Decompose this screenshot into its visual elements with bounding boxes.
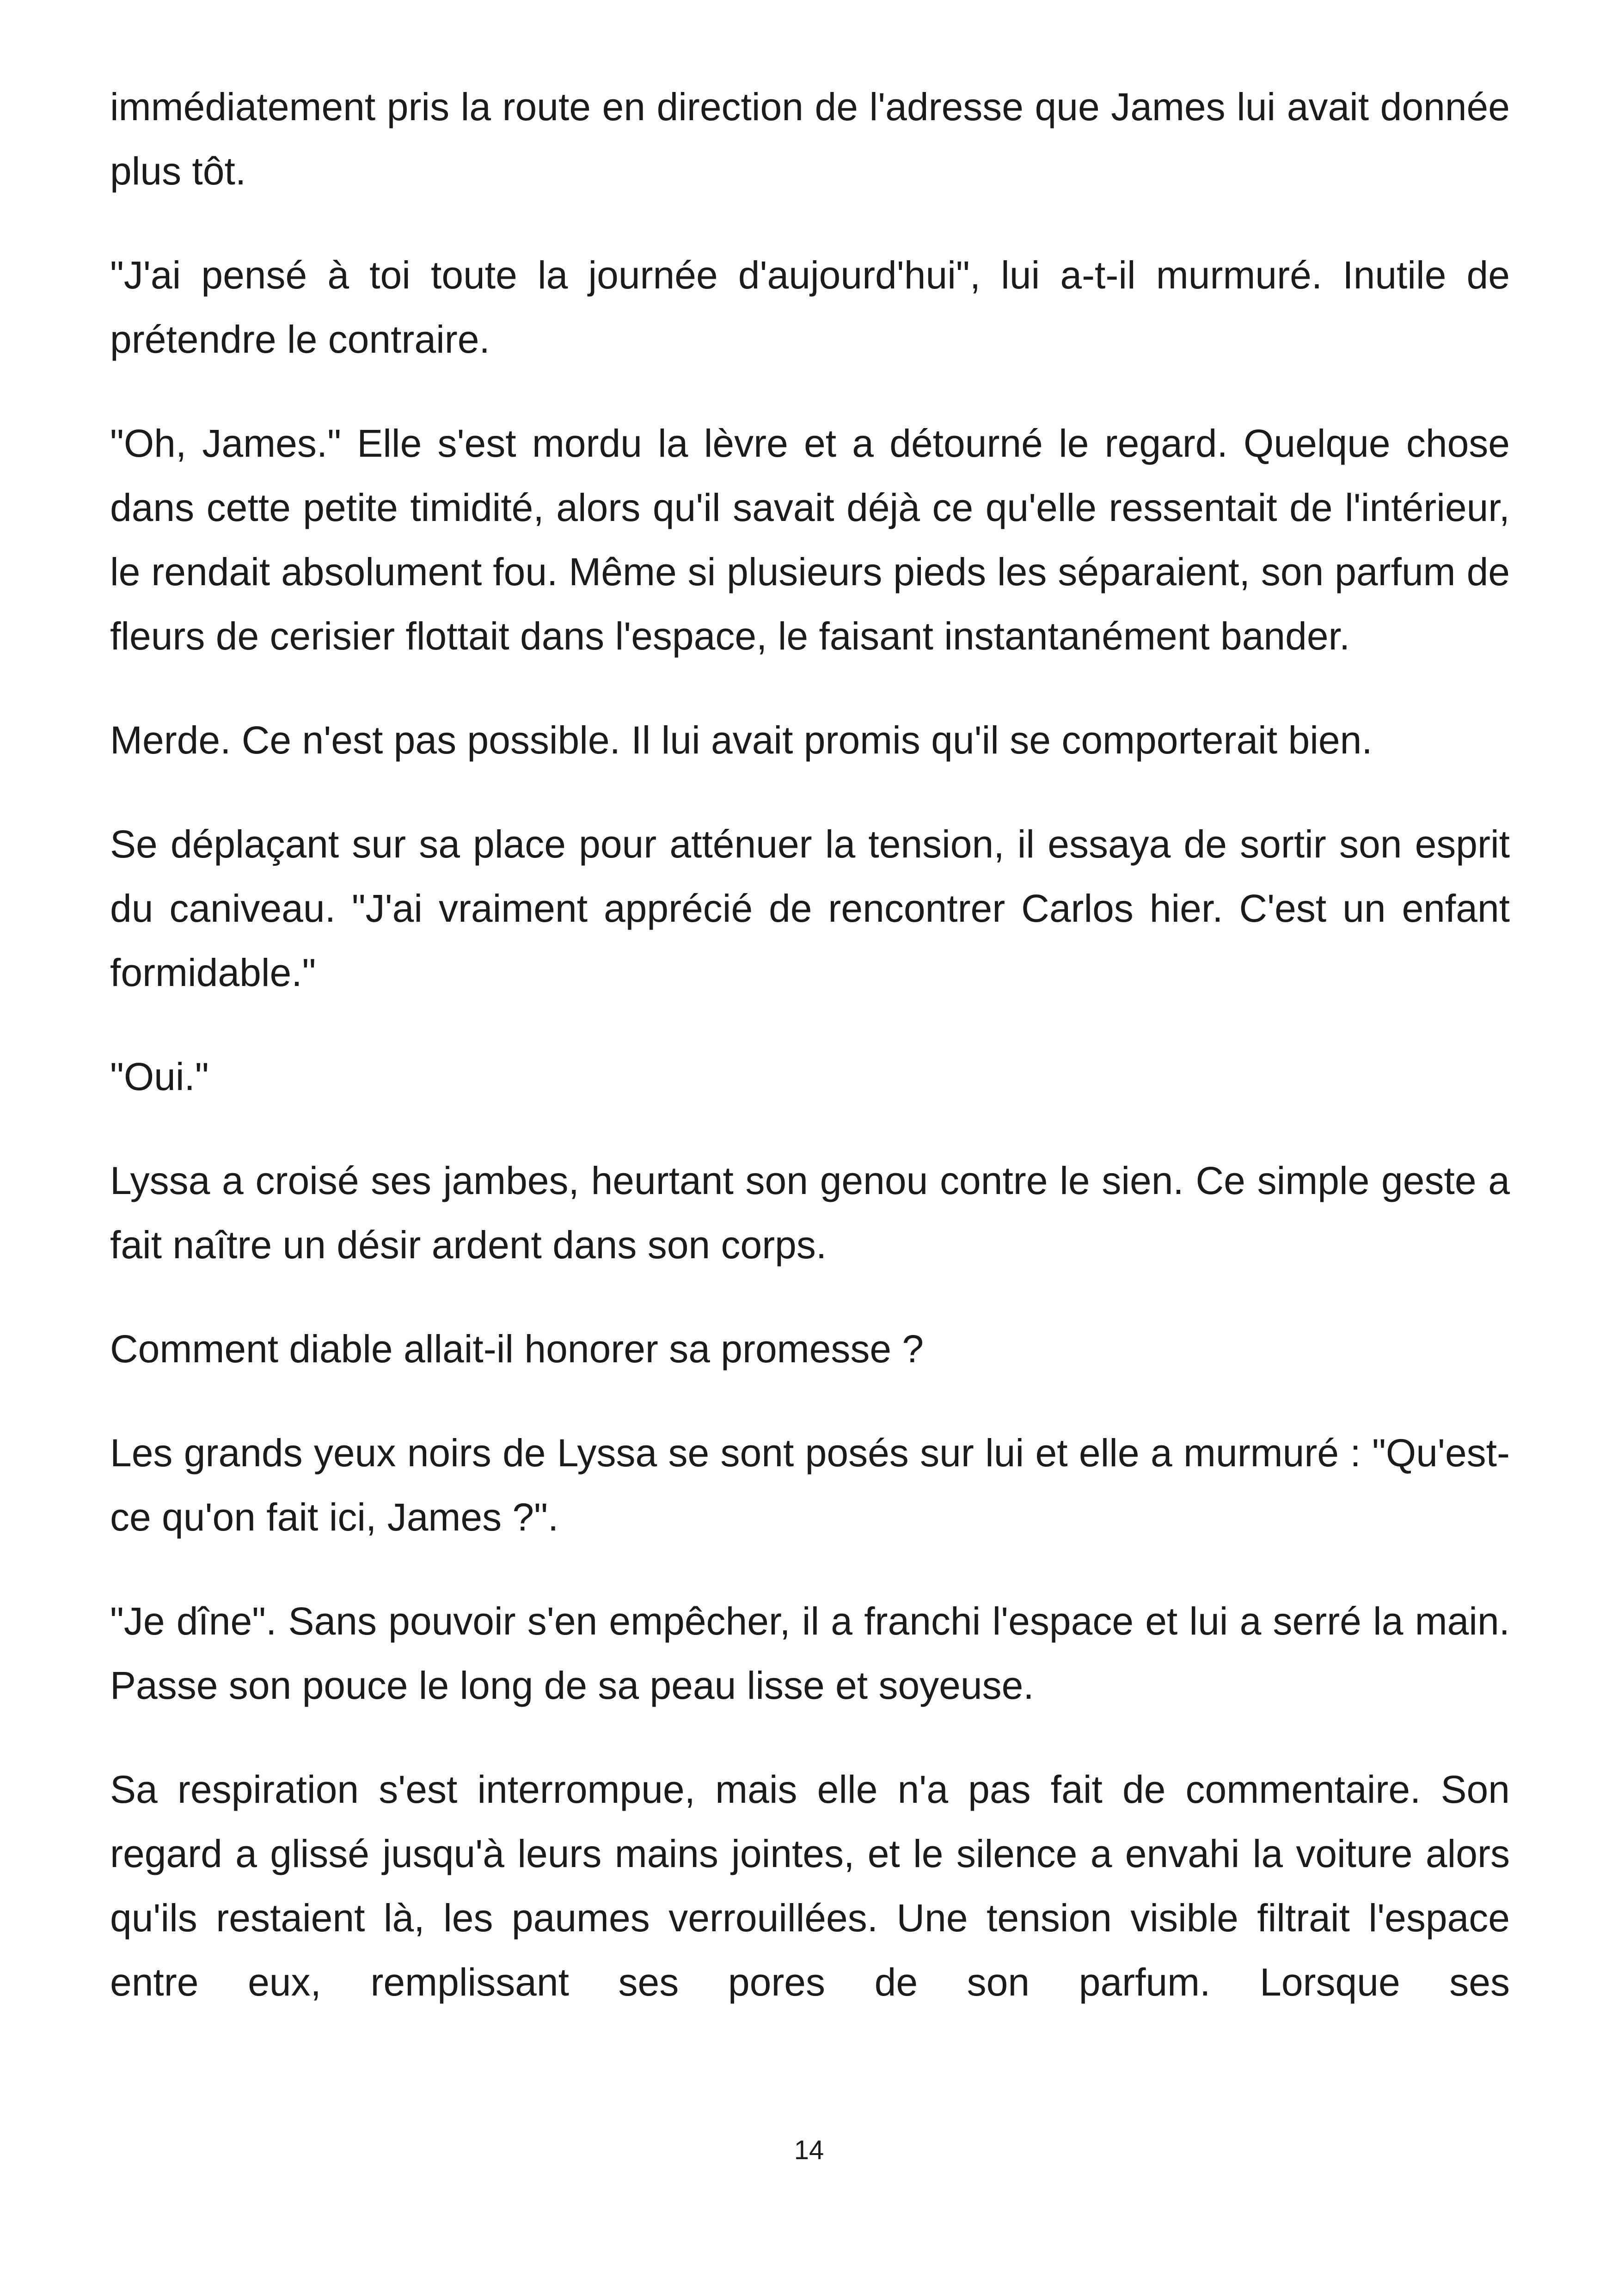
paragraph: Se déplaçant sur sa place pour atténuer la tension, il essaya de sortir son esprit du caniveau. "J'ai vraiment apprécié de rencontrer Carlos hier. C'est un enfant formidable." bbox=[110, 822, 1510, 994]
paragraph: immédiatement pris la route en direction de l'adresse que James lui avait donnée plus tôt. bbox=[110, 85, 1510, 193]
paragraph: Merde. Ce n'est pas possible. Il lui avait promis qu'il se comporterait bien. bbox=[110, 718, 1373, 762]
paragraph: Sa respiration s'est interrompue, mais elle n'a pas fait de commentaire. Son regard a glissé jusqu'à leurs mains jointes, et le silence a envahi la voiture alors qu'ils restaient là, les paumes verrouillées. Une tension visible filtrait l'espace entre eux, remplissant ses pores de son parfum. Lorsque ses bbox=[110, 1768, 1510, 2004]
paragraph: Lyssa a croisé ses jambes, heurtant son genou contre le sien. Ce simple geste a fait naître un désir ardent dans son corps. bbox=[110, 1159, 1510, 1267]
paragraph: Comment diable allait-il honorer sa promesse ? bbox=[110, 1327, 924, 1371]
body-text bbox=[110, 75, 1510, 2054]
paragraph: "Je dîne". Sans pouvoir s'en empêcher, il a franchi l'espace et lui a serré la main. Passe son pouce le long de sa peau lisse et soyeuse. bbox=[110, 1599, 1510, 1707]
paragraph: "J'ai pensé à toi toute la journée d'aujourd'hui", lui a-t-il murmuré. Inutile de prétendre le contraire. bbox=[110, 253, 1510, 361]
page-number: 14 bbox=[794, 2135, 824, 2165]
paragraph: "Oui." bbox=[110, 1055, 209, 1098]
paragraph: "Oh, James." Elle s'est mordu la lèvre et a détourné le regard. Quelque chose dans cette petite timidité, alors qu'il savait déjà ce qu'elle ressentait de l'intérieur, le rendait absolument fou. Même si plusieurs pieds les séparaient, son parfum de fleurs de cerisier flottait dans l'espace, le faisant instantanément bander. bbox=[110, 422, 1510, 658]
paragraph: Les grands yeux noirs de Lyssa se sont posés sur lui et elle a murmuré : "Qu'est-ce qu'on fait ici, James ?". bbox=[110, 1431, 1510, 1539]
